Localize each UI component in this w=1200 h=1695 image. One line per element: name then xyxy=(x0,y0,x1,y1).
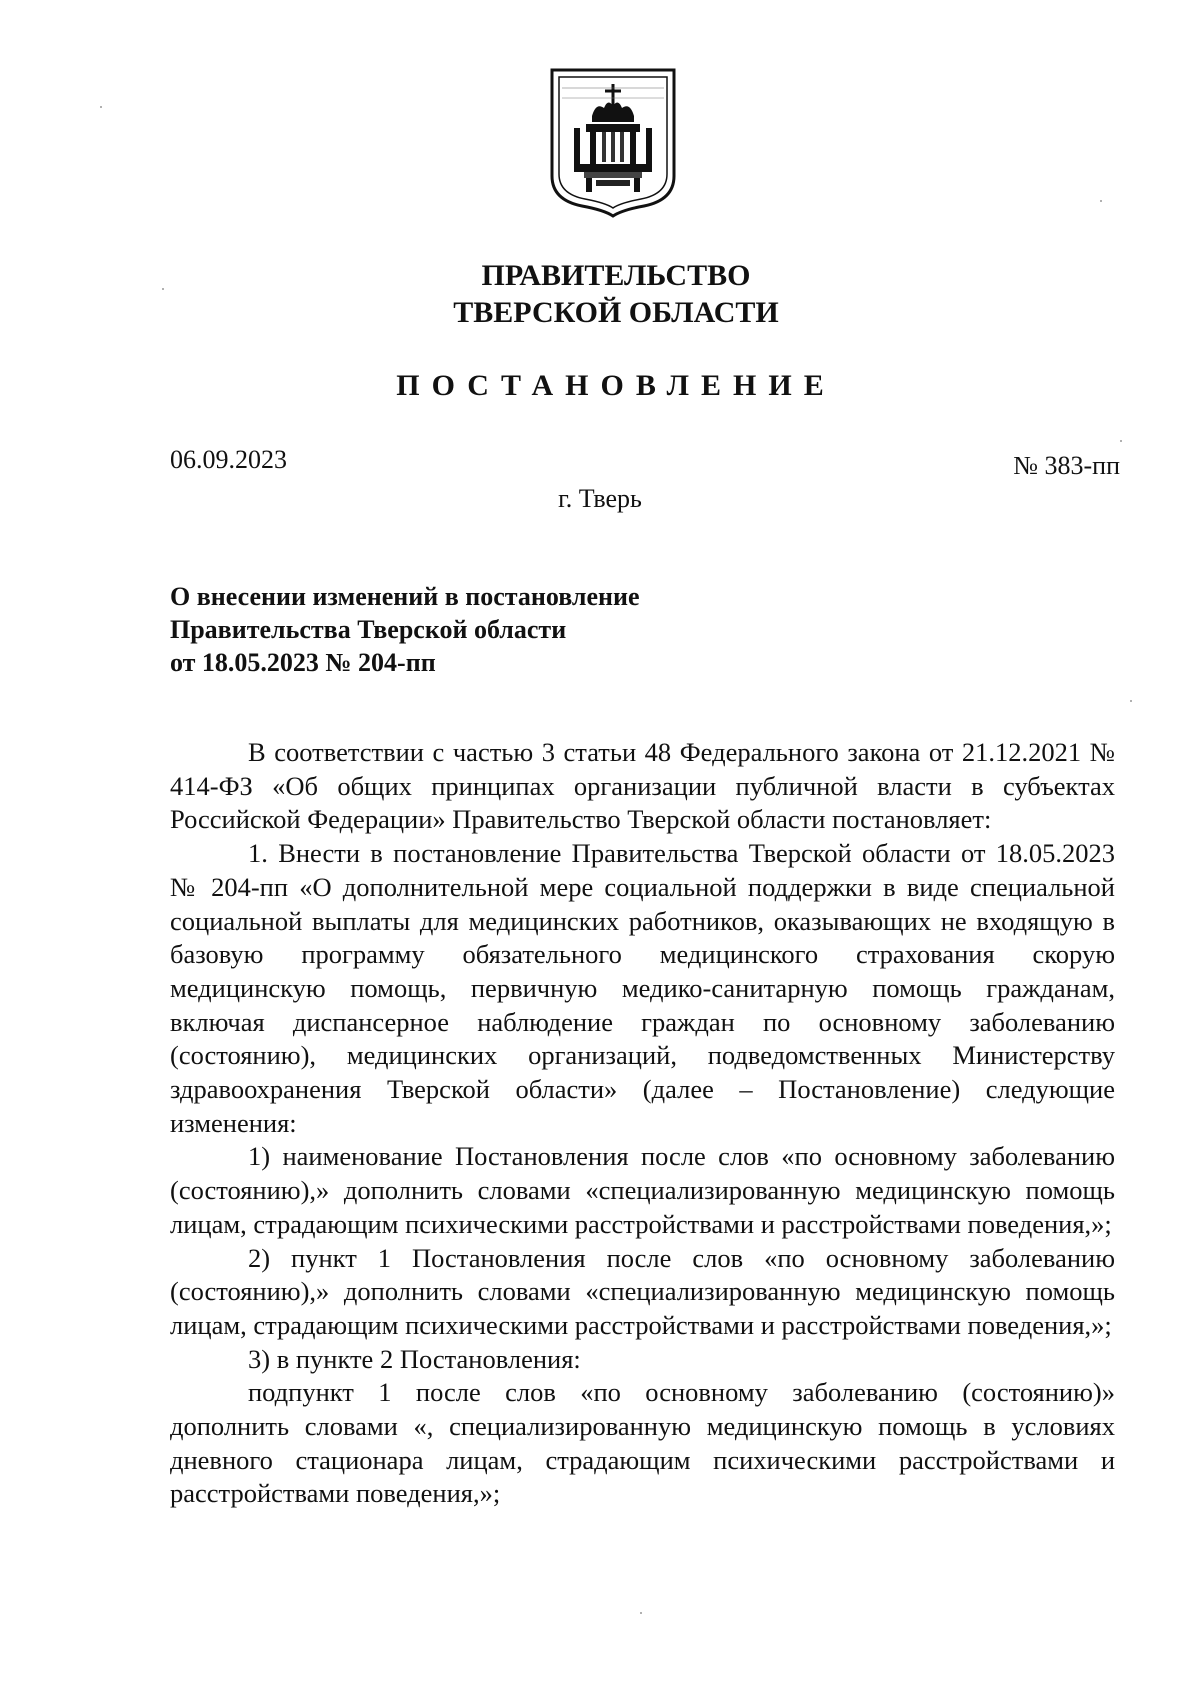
document-type-heading: ПОСТАНОВЛЕНИЕ xyxy=(396,369,836,402)
document-subject xyxy=(170,580,640,679)
subject-line: от 18.05.2023 № 204-пп xyxy=(170,648,436,677)
subject-line: О внесении изменений в постановление xyxy=(170,582,640,611)
organization-name-line1: ПРАВИТЕЛЬСТВО xyxy=(481,259,751,292)
scan-speck xyxy=(1120,440,1122,442)
scan-speck xyxy=(100,106,102,108)
subitem-3-paragraph: 3) в пункте 2 Постановления: xyxy=(248,1343,581,1374)
subitem-2-paragraph: 2) пункт 1 Постановления после слов «по основному заболеванию (состоянию),» дополнить словами «специализированную медицинскую помощь лицам, страдающим психическими расстройствами и расстройствами поведения,»; xyxy=(170,1242,1115,1340)
preamble-paragraph: В соответствии с частью 3 статьи 48 Федерального закона от 21.12.2021 № 414-ФЗ «Об общих принципах организации публичной власти в субъектах Российской Федерации» Правительство Тверской области постановляет: xyxy=(170,737,1115,835)
subitem-1-paragraph: 1) наименование Постановления после слов «по основному заболеванию (состоянию),» дополнить словами «специализированную медицинскую помощь лицам, страдающим психическими расстройствами и расстройствами поведения,»; xyxy=(170,1141,1115,1239)
document-body xyxy=(170,736,1115,1511)
document-number: № 383-пп xyxy=(1013,451,1120,480)
scan-speck xyxy=(640,1612,642,1614)
item-1-paragraph: 1. Внести в постановление Правительства Тверской области от 18.05.2023 № 204-пп «О дополнительной мере социальной поддержки в виде специальной социальной выплаты для медицинских работников, оказывающих не входящую в базовую программу обязательного медицинского страхования скорую медицинскую помощь, первичную медико-санитарную помощь гражданам, включая диспансерное наблюдение граждан по основному заболеванию (состоянию), медицинских организаций, подведомственных Министерству здравоохранения Тверской области» (далее – Постановление) следующие изменения: xyxy=(170,838,1115,1138)
document-city: г. Тверь xyxy=(558,484,642,513)
subitem-3-1-paragraph: подпункт 1 после слов «по основному заболеванию (состоянию)» дополнить словами «, специализированную медицинскую помощь в условиях дневного стационара лицам, страдающим психическими расстройствами и расстройствами поведения,»; xyxy=(170,1377,1115,1509)
tver-coat-of-arms-icon xyxy=(548,68,678,218)
document-date: 06.09.2023 xyxy=(170,445,287,474)
scan-speck xyxy=(162,288,164,290)
organization-name-line2: ТВЕРСКОЙ ОБЛАСТИ xyxy=(453,296,779,329)
scan-speck xyxy=(1100,200,1102,202)
subject-line: Правительства Тверской области xyxy=(170,615,567,644)
scan-speck xyxy=(1130,700,1132,702)
